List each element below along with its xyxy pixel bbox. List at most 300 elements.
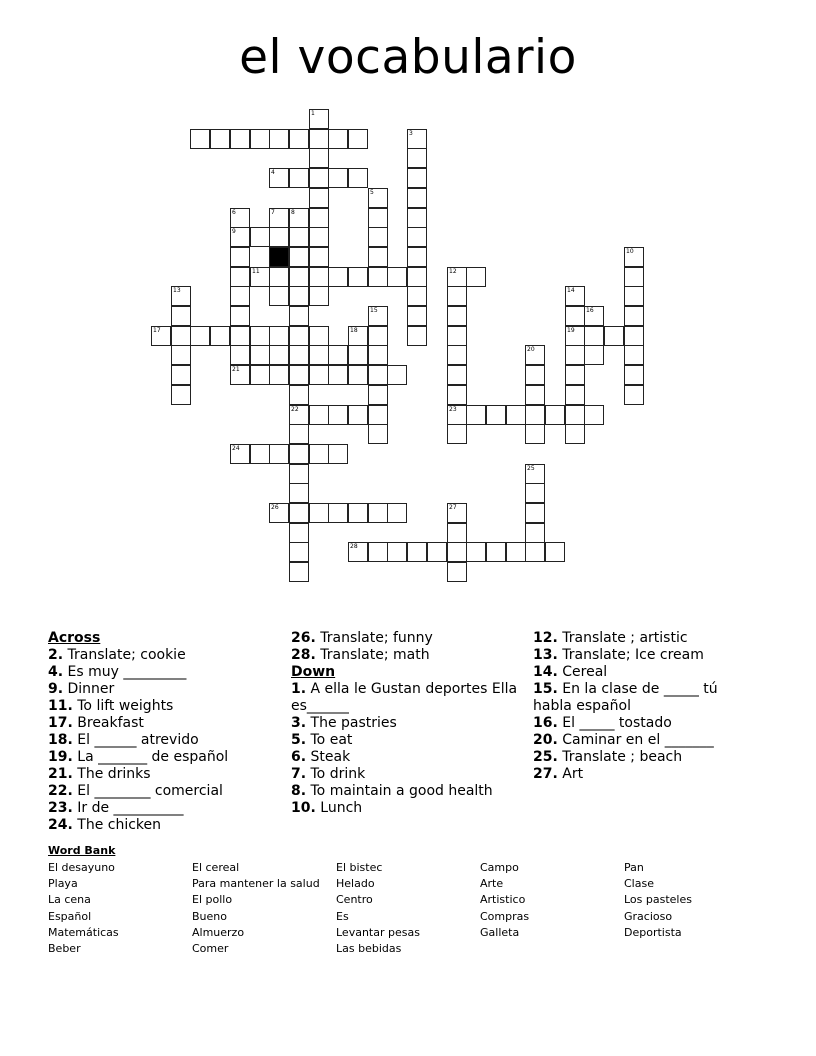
clue-text: The chicken	[72, 817, 162, 833]
crossword-cell[interactable]	[328, 503, 348, 523]
clue-number: 23	[449, 406, 457, 413]
crossword-cell[interactable]	[565, 365, 585, 385]
word-bank-item: Para mantener la salud	[192, 877, 320, 891]
crossword-cell[interactable]	[269, 503, 289, 523]
crossword-cell[interactable]	[368, 542, 388, 562]
clue-number: 4	[271, 169, 275, 176]
clue-number: 22.	[48, 783, 73, 799]
clue-text: Lunch	[315, 800, 363, 816]
crossword-cell[interactable]	[289, 542, 309, 562]
clue-item	[533, 715, 743, 732]
crossword-cell[interactable]	[250, 444, 270, 464]
crossword-cell[interactable]	[486, 542, 506, 562]
clue-number: 11.	[48, 698, 73, 714]
crossword-cell[interactable]	[348, 542, 368, 562]
crossword-cell[interactable]	[230, 129, 250, 149]
crossword-cell[interactable]	[407, 148, 427, 168]
clue-number: 13.	[533, 647, 558, 663]
clue-text: To drink	[306, 766, 366, 782]
crossword-cell[interactable]	[289, 562, 309, 582]
crossword-cell[interactable]	[466, 405, 486, 425]
word-bank-item: Campo	[480, 861, 519, 874]
clue-number: 24.	[48, 817, 73, 833]
crossword-cell[interactable]	[289, 464, 309, 484]
clue-number: 28.	[291, 647, 316, 663]
crossword-cell[interactable]	[368, 424, 388, 444]
crossword-cell[interactable]	[269, 345, 289, 365]
crossword-cell[interactable]	[269, 227, 289, 247]
clue-item	[48, 698, 278, 715]
word-bank-item: El bistec	[336, 861, 383, 874]
crossword-cell[interactable]	[171, 385, 191, 405]
crossword-cell[interactable]	[368, 247, 388, 267]
crossword-cell[interactable]	[387, 267, 407, 287]
crossword-cell[interactable]	[309, 405, 329, 425]
crossword-cell[interactable]	[289, 385, 309, 405]
crossword-cell[interactable]	[565, 345, 585, 365]
crossword-cell[interactable]	[328, 365, 348, 385]
crossword-cell[interactable]	[525, 345, 545, 365]
crossword-cell[interactable]	[407, 168, 427, 188]
clue-number: 2.	[48, 647, 64, 663]
clue-number: 9.	[48, 681, 64, 697]
word-bank-column	[480, 860, 529, 941]
crossword-cell[interactable]	[309, 326, 329, 346]
clue-item	[291, 715, 521, 732]
clue-number: 12.	[533, 630, 558, 646]
crossword-cell[interactable]	[447, 267, 467, 287]
word-bank-item: Gracioso	[624, 909, 673, 923]
crossword-cell[interactable]	[250, 129, 270, 149]
crossword-cell[interactable]	[230, 286, 250, 306]
clue-number: 27.	[533, 766, 558, 782]
crossword-cell[interactable]	[525, 405, 545, 425]
crossword-cell[interactable]	[289, 168, 309, 188]
crossword-cell[interactable]	[269, 129, 289, 149]
crossword-cell[interactable]	[466, 542, 486, 562]
clue-text: Dinner	[63, 681, 115, 697]
clue-number: 12	[449, 268, 457, 275]
clue-text: El ________ comercial	[72, 783, 223, 799]
crossword-cell[interactable]	[565, 286, 585, 306]
clue-item	[533, 647, 743, 664]
clue-number: 4.	[48, 664, 64, 680]
word-bank-item: Levantar pesas	[336, 925, 420, 939]
crossword-cell[interactable]	[289, 326, 309, 346]
clue-number: 6.	[291, 749, 307, 765]
crossword-cell[interactable]	[525, 464, 545, 484]
crossword-cell[interactable]	[604, 326, 624, 346]
clue-number: 6	[232, 209, 236, 216]
clues-column-1	[48, 630, 278, 834]
crossword-cell[interactable]	[348, 267, 368, 287]
crossword-cell[interactable]	[368, 306, 388, 326]
clue-number: 1.	[291, 681, 307, 697]
crossword-cell[interactable]	[269, 365, 289, 385]
crossword-cell[interactable]	[407, 326, 427, 346]
crossword-cell[interactable]	[230, 247, 250, 267]
word-bank-item: Es	[336, 909, 349, 923]
crossword-cell[interactable]	[328, 405, 348, 425]
crossword-cell[interactable]	[565, 306, 585, 326]
crossword-cell[interactable]	[368, 208, 388, 228]
clue-item	[48, 664, 278, 681]
crossword-cell[interactable]	[210, 129, 230, 149]
crossword-cell[interactable]	[447, 385, 467, 405]
crossword-cell[interactable]	[407, 306, 427, 326]
crossword-cell[interactable]	[309, 247, 329, 267]
clue-text: El ______ atrevido	[72, 732, 199, 748]
clue-number: 11	[252, 268, 260, 275]
crossword-cell[interactable]	[624, 286, 644, 306]
crossword-cell[interactable]	[151, 326, 171, 346]
crossword-cell[interactable]	[309, 227, 329, 247]
crossword-cell[interactable]	[525, 365, 545, 385]
word-bank-title: Word Bank	[48, 844, 116, 857]
clue-item	[48, 766, 278, 783]
crossword-cell[interactable]	[289, 345, 309, 365]
clue-number: 7.	[291, 766, 307, 782]
clue-text: Translate ; beach	[557, 749, 683, 765]
crossword-cell[interactable]	[565, 405, 585, 425]
crossword-cell[interactable]	[407, 286, 427, 306]
crossword-cell[interactable]	[368, 345, 388, 365]
clue-text: Translate; cookie	[63, 647, 186, 663]
clue-text: Es muy _________	[63, 664, 187, 680]
crossword-cell[interactable]	[230, 267, 250, 287]
crossword-cell[interactable]	[387, 542, 407, 562]
word-bank-item: Galleta	[480, 925, 520, 939]
crossword-cell[interactable]	[250, 326, 270, 346]
crossword-cell[interactable]	[506, 405, 526, 425]
clue-number: 20.	[533, 732, 558, 748]
crossword-cell[interactable]	[309, 109, 329, 129]
clue-item	[48, 715, 278, 732]
clue-item	[48, 681, 278, 698]
crossword-cell[interactable]	[525, 523, 545, 543]
crossword-cell[interactable]	[387, 503, 407, 523]
clue-item	[48, 647, 278, 664]
crossword-cell[interactable]	[427, 542, 447, 562]
crossword-cell[interactable]	[565, 326, 585, 346]
clue-number: 7	[271, 209, 275, 216]
crossword-cell[interactable]	[447, 523, 467, 543]
crossword-cell[interactable]	[565, 385, 585, 405]
crossword-cell[interactable]	[190, 326, 210, 346]
clue-number: 18	[350, 327, 358, 334]
crossword-cell[interactable]	[447, 562, 467, 582]
crossword-cell[interactable]	[368, 326, 388, 346]
word-bank-item: Centro	[336, 893, 373, 907]
crossword-cell[interactable]	[368, 503, 388, 523]
clue-text: Translate; funny	[315, 630, 433, 646]
crossword-cell[interactable]	[624, 345, 644, 365]
clue-item	[533, 681, 743, 715]
crossword-cell[interactable]	[269, 286, 289, 306]
crossword-cell[interactable]	[466, 267, 486, 287]
word-bank-item: Arte	[480, 877, 504, 891]
clue-item	[533, 630, 743, 647]
clue-number: 18.	[48, 732, 73, 748]
crossword-cell[interactable]	[289, 444, 309, 464]
crossword-cell[interactable]	[624, 365, 644, 385]
crossword-cell[interactable]	[624, 267, 644, 287]
crossword-cell[interactable]	[407, 227, 427, 247]
crossword-cell[interactable]	[328, 168, 348, 188]
crossword-cell[interactable]	[230, 444, 250, 464]
clue-item	[291, 783, 521, 800]
crossword-cell[interactable]	[486, 405, 506, 425]
crossword-cell[interactable]	[269, 267, 289, 287]
word-bank-item: La cena	[48, 893, 91, 907]
clue-number: 27	[449, 504, 457, 511]
clues-column-2	[291, 630, 521, 817]
crossword-cell[interactable]	[624, 247, 644, 267]
crossword-cell[interactable]	[348, 365, 368, 385]
crossword-cell[interactable]	[309, 148, 329, 168]
crossword-cell[interactable]	[328, 129, 348, 149]
crossword-cell[interactable]	[584, 326, 604, 346]
crossword-cell[interactable]	[289, 405, 309, 425]
clue-number: 16	[586, 307, 594, 314]
word-bank-column	[48, 860, 119, 957]
crossword-cell[interactable]	[289, 227, 309, 247]
crossword-cell[interactable]	[348, 129, 368, 149]
crossword-cell[interactable]	[447, 365, 467, 385]
crossword-cell[interactable]	[525, 385, 545, 405]
crossword-cell[interactable]	[447, 326, 467, 346]
crossword-cell[interactable]	[230, 208, 250, 228]
crossword-cell[interactable]	[171, 345, 191, 365]
crossword-cell[interactable]	[269, 168, 289, 188]
clue-number: 5	[370, 189, 374, 196]
crossword-cell[interactable]	[230, 365, 250, 385]
crossword-cell[interactable]	[328, 444, 348, 464]
crossword-cell[interactable]	[171, 326, 191, 346]
crossword-cell[interactable]	[250, 365, 270, 385]
crossword-cell[interactable]	[269, 444, 289, 464]
word-bank-item: Deportista	[624, 925, 682, 939]
crossword-cell[interactable]	[584, 405, 604, 425]
clue-number: 14.	[533, 664, 558, 680]
clue-number: 10	[626, 248, 634, 255]
crossword-cell[interactable]	[171, 365, 191, 385]
crossword-cell[interactable]	[624, 326, 644, 346]
crossword-cell[interactable]	[525, 542, 545, 562]
word-bank-item: Artistico	[480, 893, 526, 907]
crossword-cell[interactable]	[348, 503, 368, 523]
crossword-cell[interactable]	[545, 405, 565, 425]
crossword-cell[interactable]	[269, 208, 289, 228]
clue-number: 17	[153, 327, 161, 334]
crossword-cell[interactable]	[309, 286, 329, 306]
crossword-cell[interactable]	[309, 208, 329, 228]
word-bank-item: Pan	[624, 861, 644, 874]
clue-text: Cereal	[557, 664, 608, 680]
crossword-cell[interactable]	[368, 188, 388, 208]
crossword-cell[interactable]	[309, 503, 329, 523]
word-bank-column	[624, 860, 692, 941]
clue-number: 9	[232, 228, 236, 235]
crossword-cell[interactable]	[407, 208, 427, 228]
clue-item	[291, 800, 521, 817]
clue-text: To lift weights	[72, 698, 174, 714]
crossword-cell[interactable]	[289, 129, 309, 149]
crossword-cell[interactable]	[289, 306, 309, 326]
clue-text: Translate; Ice cream	[557, 647, 704, 663]
crossword-cell[interactable]	[447, 405, 467, 425]
crossword-cell[interactable]	[289, 483, 309, 503]
clue-section-heading: Down	[291, 664, 336, 680]
clue-number: 5.	[291, 732, 307, 748]
crossword-cell[interactable]	[289, 523, 309, 543]
crossword-cell[interactable]	[348, 168, 368, 188]
clue-number: 15.	[533, 681, 558, 697]
crossword-cell[interactable]	[368, 227, 388, 247]
crossword-cell[interactable]	[289, 286, 309, 306]
crossword-cell[interactable]	[289, 208, 309, 228]
crossword-cell[interactable]	[624, 385, 644, 405]
crossword-cell[interactable]	[506, 542, 526, 562]
crossword-cell[interactable]	[348, 326, 368, 346]
clue-item	[48, 817, 278, 834]
clue-text: The drinks	[72, 766, 151, 782]
crossword-cell[interactable]	[368, 365, 388, 385]
crossword-cell[interactable]	[584, 345, 604, 365]
crossword-cell[interactable]	[368, 267, 388, 287]
clue-number: 25.	[533, 749, 558, 765]
clue-item	[533, 732, 743, 749]
crossword-cell[interactable]	[328, 267, 348, 287]
word-bank-item: Compras	[480, 909, 530, 923]
clue-item	[291, 647, 521, 664]
crossword-cell[interactable]	[309, 345, 329, 365]
crossword-cell[interactable]	[407, 267, 427, 287]
clue-number: 8	[291, 209, 295, 216]
crossword-cell[interactable]	[624, 306, 644, 326]
crossword-cell[interactable]	[545, 542, 565, 562]
crossword-cell[interactable]	[210, 326, 230, 346]
clue-number: 10.	[291, 800, 316, 816]
word-bank-item: Matemáticas	[48, 925, 119, 939]
crossword-cell[interactable]	[309, 188, 329, 208]
crossword-cell[interactable]	[447, 542, 467, 562]
clue-number: 15	[370, 307, 378, 314]
word-bank-item: Comer	[192, 942, 229, 956]
crossword-cell[interactable]	[250, 345, 270, 365]
clue-text: Caminar en el _______	[557, 732, 714, 748]
crossword-cell[interactable]	[407, 188, 427, 208]
crossword-cell[interactable]	[407, 247, 427, 267]
crossword-cell[interactable]	[447, 503, 467, 523]
page-title: el vocabulario	[239, 30, 577, 85]
clue-number: 26.	[291, 630, 316, 646]
clue-number: 13	[173, 287, 181, 294]
clue-number: 26	[271, 504, 279, 511]
crossword-cell[interactable]	[368, 385, 388, 405]
clue-number: 20	[527, 346, 535, 353]
crossword-cell[interactable]	[584, 306, 604, 326]
crossword-cell[interactable]	[525, 424, 545, 444]
clue-text: Ir de __________	[72, 800, 184, 816]
clue-item	[533, 766, 743, 783]
clue-item	[291, 749, 521, 766]
clues-column-3	[533, 630, 743, 783]
crossword-cell[interactable]	[387, 365, 407, 385]
crossword-black-cell	[269, 247, 289, 267]
clue-text: En la clase de _____ tú habla español	[533, 681, 718, 714]
clue-number: 28	[350, 543, 358, 550]
word-bank-column	[192, 860, 320, 957]
crossword-cell[interactable]	[250, 227, 270, 247]
clue-text: Steak	[306, 749, 351, 765]
crossword-cell[interactable]	[368, 405, 388, 425]
clue-number: 23.	[48, 800, 73, 816]
crossword-cell[interactable]	[289, 267, 309, 287]
crossword-cell[interactable]	[447, 345, 467, 365]
crossword-cell[interactable]	[309, 267, 329, 287]
crossword-cell[interactable]	[171, 286, 191, 306]
crossword-cell[interactable]	[309, 168, 329, 188]
crossword-cell[interactable]	[447, 306, 467, 326]
crossword-cell[interactable]	[309, 129, 329, 149]
clue-item	[291, 766, 521, 783]
clue-text: To eat	[306, 732, 353, 748]
crossword-cell[interactable]	[447, 286, 467, 306]
crossword-cell[interactable]	[348, 405, 368, 425]
clue-number: 25	[527, 465, 535, 472]
crossword-cell[interactable]	[230, 326, 250, 346]
crossword-cell[interactable]	[309, 365, 329, 385]
crossword-cell[interactable]	[525, 483, 545, 503]
clue-number: 16.	[533, 715, 558, 731]
word-bank-item: Las bebidas	[336, 942, 402, 956]
crossword-cell[interactable]	[171, 306, 191, 326]
word-bank-item: Helado	[336, 877, 375, 891]
clue-number: 1	[311, 110, 315, 117]
crossword-cell[interactable]	[269, 326, 289, 346]
crossword-cell[interactable]	[289, 247, 309, 267]
clue-item	[291, 630, 521, 647]
word-bank-item: Los pasteles	[624, 893, 692, 907]
crossword-cell[interactable]	[289, 424, 309, 444]
clue-item	[48, 749, 278, 766]
word-bank-item: Español	[48, 909, 92, 923]
crossword-cell[interactable]	[289, 503, 309, 523]
crossword-cell[interactable]	[250, 267, 270, 287]
crossword-cell[interactable]	[447, 424, 467, 444]
clue-text: Translate ; artistic	[557, 630, 688, 646]
clue-number: 14	[567, 287, 575, 294]
crossword-cell[interactable]	[230, 306, 250, 326]
crossword-cell[interactable]	[407, 542, 427, 562]
crossword-cell[interactable]	[230, 227, 250, 247]
crossword-cell[interactable]	[230, 345, 250, 365]
crossword-cell[interactable]	[190, 129, 210, 149]
crossword-cell[interactable]	[565, 424, 585, 444]
crossword-cell[interactable]	[328, 345, 348, 365]
clue-number: 19.	[48, 749, 73, 765]
clue-number: 17.	[48, 715, 73, 731]
crossword-cell[interactable]	[289, 365, 309, 385]
crossword-cell[interactable]	[309, 444, 329, 464]
crossword-cell[interactable]	[525, 503, 545, 523]
clue-text: Art	[557, 766, 584, 782]
clue-number: 19	[567, 327, 575, 334]
clue-number: 22	[291, 406, 299, 413]
crossword-cell[interactable]	[407, 129, 427, 149]
crossword-cell[interactable]	[348, 345, 368, 365]
